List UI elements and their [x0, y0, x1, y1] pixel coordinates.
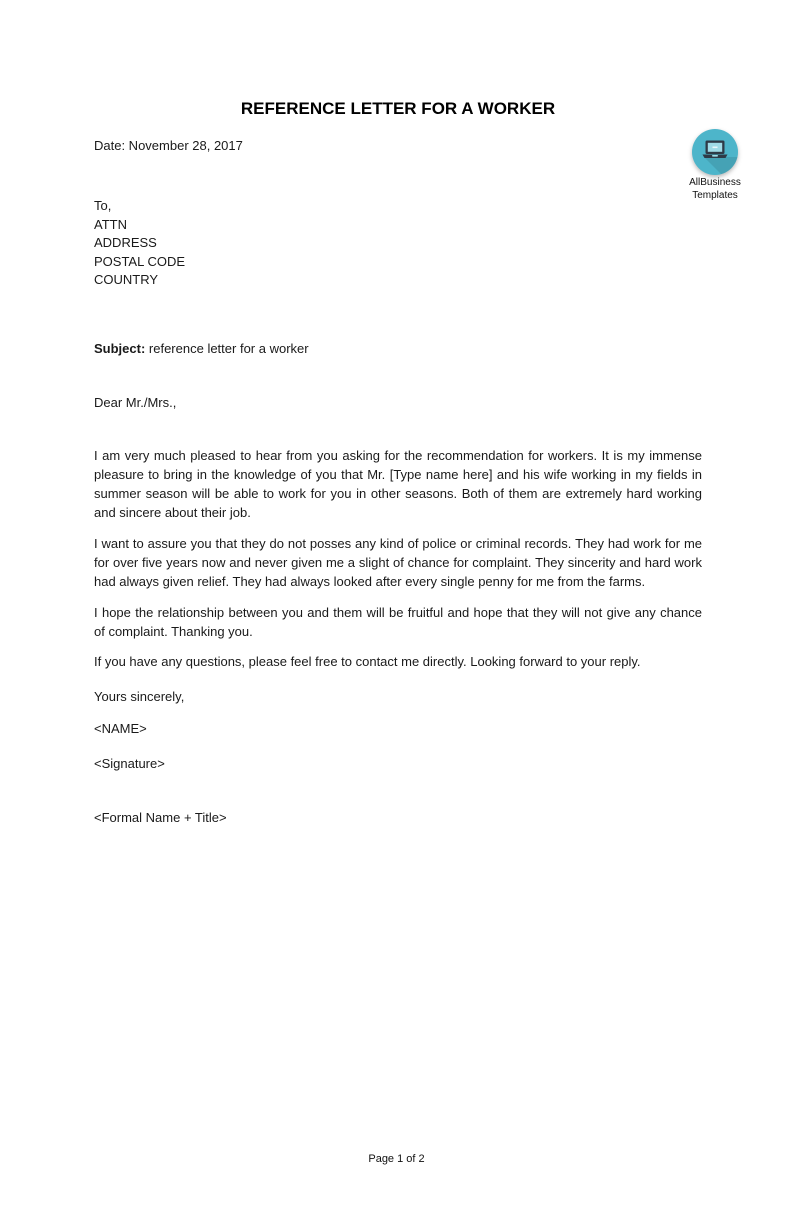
body-paragraph-1: I am very much pleased to hear from you asking for the recommendation for workers. It is my immense pleasure to bring in the knowledge of you that Mr. [Type name here] and his wife working in my fields in summer season will be able to work for you in other seasons. Both of them are extremely hard working and sincere about their job.: [94, 447, 702, 520]
subject-line: [94, 339, 702, 358]
closing-formal-name-placeholder: <Formal Name + Title>: [94, 809, 227, 825]
subject-text: reference letter for a worker: [145, 340, 309, 356]
salutation: Dear Mr./Mrs.,: [94, 394, 177, 410]
recipient-address: ADDRESS: [94, 235, 157, 250]
logo-text-line1: AllBusiness: [689, 177, 741, 188]
page-number-indicator: Page 1 of 2: [368, 1153, 425, 1165]
document-page: [0, 96, 793, 1218]
date-line: Date: November 28, 2017: [94, 138, 243, 153]
recipient-country: COUNTRY: [94, 272, 159, 287]
recipient-postal-code: POSTAL CODE: [94, 253, 186, 269]
recipient-block: [94, 197, 702, 290]
recipient-attn: ATTN: [94, 216, 127, 232]
body-paragraph-3: I hope the relationship between you and them will be fruitful and hope that they will not give any chance of complaint. Thanking you.: [94, 604, 702, 639]
laptop-icon: [692, 129, 738, 175]
closing-name-placeholder: <NAME>: [94, 720, 147, 736]
logo-text-line2: Templates: [692, 190, 738, 201]
closing-sincerely: Yours sincerely,: [94, 688, 185, 704]
body-paragraph-2: I want to assure you that they do not posses any kind of police or criminal records. They had work for me for over five years now and never given me a slight of chance for complaint. They sincerity and hard work had always given relief. They had always looked after every single penny for me from the farms.: [94, 535, 702, 589]
body-paragraph-4: If you have any questions, please feel free to contact me directly. Looking forward to your reply.: [94, 653, 641, 669]
subject-label: Subject:: [94, 340, 146, 356]
recipient-to: To,: [94, 198, 112, 213]
closing-signature-placeholder: <Signature>: [94, 755, 165, 771]
allbusiness-templates-logo: [687, 129, 743, 201]
letter-title: REFERENCE LETTER FOR A WORKER: [240, 99, 556, 118]
